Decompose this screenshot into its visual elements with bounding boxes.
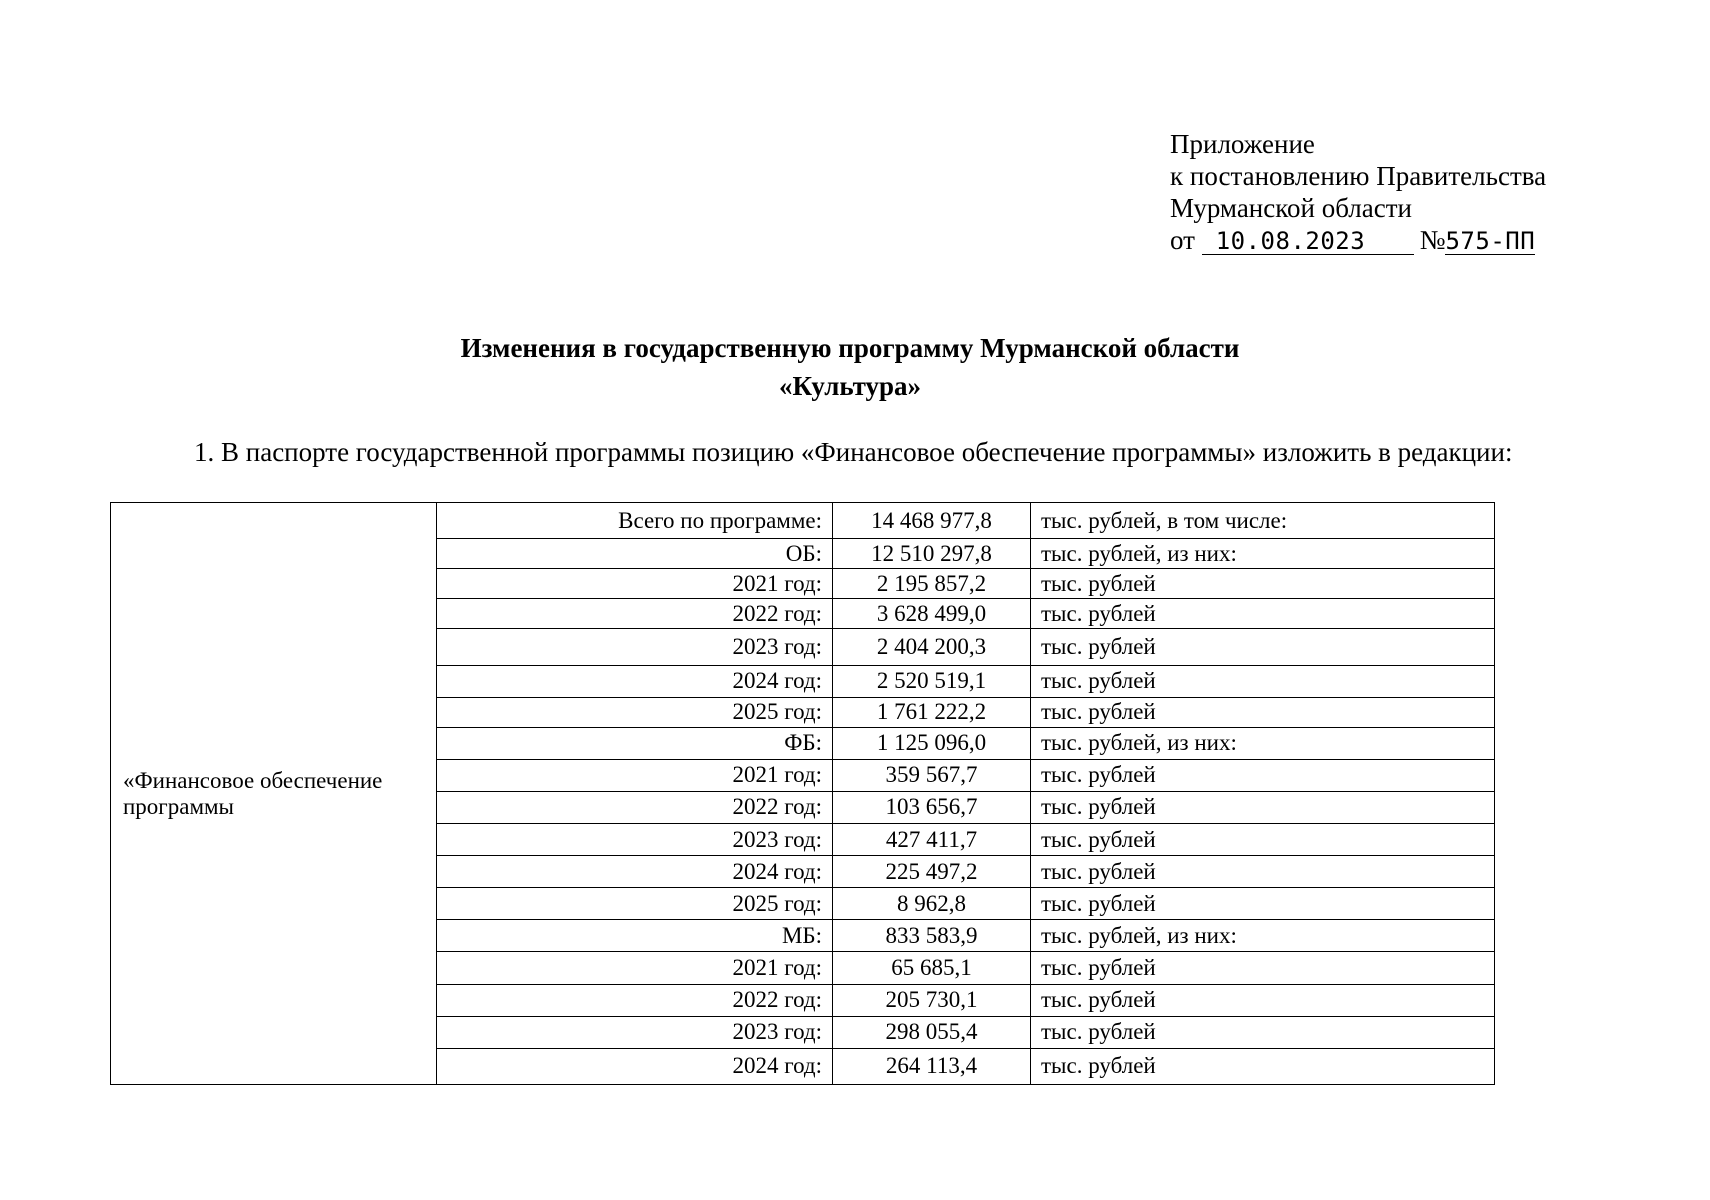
row-amount: 1 761 222,2: [833, 697, 1031, 727]
row-amount: 12 510 297,8: [833, 539, 1031, 569]
document-title: Изменения в государственную программу Мурманской области: [460, 333, 1240, 363]
row-unit: тыс. рублей: [1031, 759, 1495, 791]
row-amount: 225 497,2: [833, 856, 1031, 888]
row-category: 2023 год:: [437, 824, 833, 856]
row-amount: 1 125 096,0: [833, 727, 1031, 759]
appendix-region-line: Мурманской области: [1170, 193, 1412, 223]
row-amount: 103 656,7: [833, 791, 1031, 823]
row-category: 2025 год:: [437, 888, 833, 920]
row-amount: 205 730,1: [833, 984, 1031, 1016]
row-unit: тыс. рублей, в том числе:: [1031, 503, 1495, 539]
table-row: [111, 503, 1495, 539]
row-amount: 2 404 200,3: [833, 629, 1031, 665]
row-unit: тыс. рублей: [1031, 665, 1495, 697]
row-unit: тыс. рублей: [1031, 824, 1495, 856]
row-unit: тыс. рублей: [1031, 1016, 1495, 1048]
financing-table: [110, 502, 1495, 1085]
row-category: Всего по программе:: [437, 503, 833, 539]
row-category: 2021 год:: [437, 569, 833, 599]
appendix-resolution-line: к постановлению Правительства: [1170, 161, 1547, 191]
financing-table-body: [111, 503, 1495, 1085]
row-unit: тыс. рублей: [1031, 888, 1495, 920]
row-category: 2021 год:: [437, 759, 833, 791]
appendix-title: Приложение: [1170, 129, 1315, 159]
row-category: 2024 год:: [437, 665, 833, 697]
row-amount: 264 113,4: [833, 1048, 1031, 1084]
row-category: 2022 год:: [437, 984, 833, 1016]
financing-label: «Финансовое обеспечение программы: [111, 503, 437, 1085]
row-amount: 14 468 977,8: [833, 503, 1031, 539]
row-amount: 3 628 499,0: [833, 599, 1031, 629]
row-category: 2024 год:: [437, 856, 833, 888]
row-unit: тыс. рублей: [1031, 984, 1495, 1016]
row-category: 2023 год:: [437, 1016, 833, 1048]
row-unit: тыс. рублей, из них:: [1031, 727, 1495, 759]
row-category: 2024 год:: [437, 1048, 833, 1084]
row-amount: 359 567,7: [833, 759, 1031, 791]
item-1-text: 1. В паспорте государственной программы позицию «Финансовое обеспечение программы» изложить в редакции:: [194, 437, 1513, 467]
date-prefix: от: [1170, 225, 1195, 255]
resolution-date: 10.08.2023: [1202, 228, 1414, 255]
row-amount: 833 583,9: [833, 920, 1031, 952]
row-unit: тыс. рублей: [1031, 629, 1495, 665]
row-amount: 298 055,4: [833, 1016, 1031, 1048]
appendix-block: [1170, 128, 1546, 256]
row-amount: 2 520 519,1: [833, 665, 1031, 697]
row-category: МБ:: [437, 920, 833, 952]
row-category: 2022 год:: [437, 599, 833, 629]
appendix-date-line: [1170, 224, 1546, 256]
row-unit: тыс. рублей: [1031, 569, 1495, 599]
row-unit: тыс. рублей: [1031, 697, 1495, 727]
row-category: 2021 год:: [437, 952, 833, 984]
row-unit: тыс. рублей, из них:: [1031, 920, 1495, 952]
row-category: ФБ:: [437, 727, 833, 759]
row-unit: тыс. рублей: [1031, 952, 1495, 984]
row-unit: тыс. рублей: [1031, 791, 1495, 823]
row-category: 2023 год:: [437, 629, 833, 665]
row-unit: тыс. рублей: [1031, 599, 1495, 629]
row-category: 2022 год:: [437, 791, 833, 823]
row-unit: тыс. рублей, из них:: [1031, 539, 1495, 569]
row-unit: тыс. рублей: [1031, 1048, 1495, 1084]
row-amount: 2 195 857,2: [833, 569, 1031, 599]
row-category: 2025 год:: [437, 697, 833, 727]
row-amount: 65 685,1: [833, 952, 1031, 984]
row-amount: 427 411,7: [833, 824, 1031, 856]
row-amount: 8 962,8: [833, 888, 1031, 920]
program-name: «Культура»: [778, 371, 922, 401]
row-category: ОБ:: [437, 539, 833, 569]
resolution-number: 575-ПП: [1445, 227, 1536, 255]
number-prefix: №: [1419, 225, 1446, 255]
row-unit: тыс. рублей: [1031, 856, 1495, 888]
